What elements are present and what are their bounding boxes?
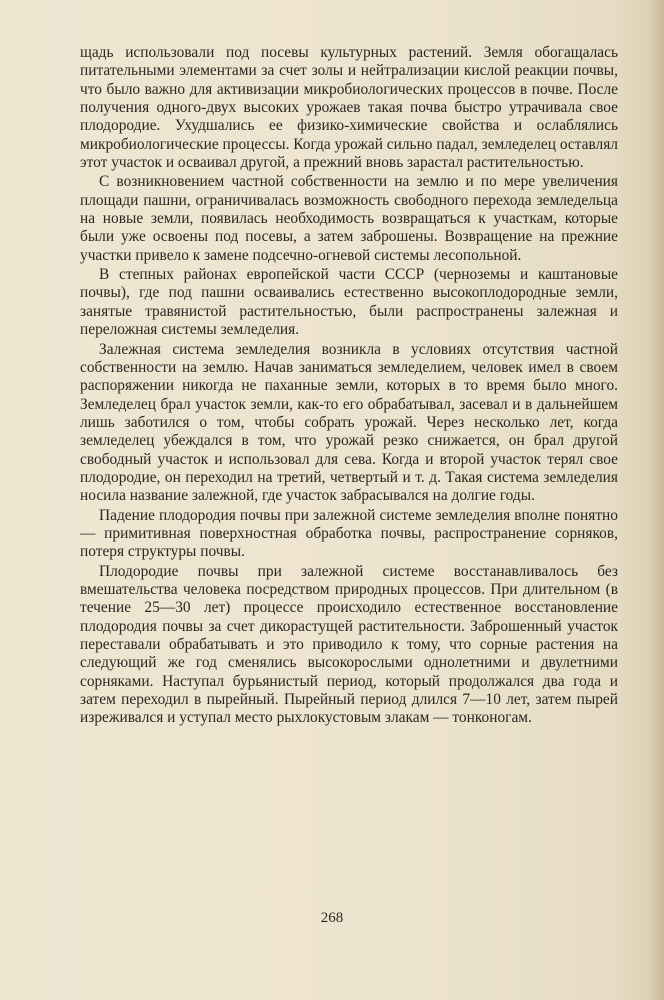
- paragraph-5: Падение плодородия почвы при залежной системе земледелия вполне понятно — примитивная поверхностная обработка почвы, распространение сорняков, потеря структуры почвы.: [80, 506, 618, 561]
- page-edge-shadow: [650, 0, 664, 1000]
- paragraph-3: В степных районах европейской части СССР (черноземы и каштановые почвы), где под пашни осваивались естественно высокоплодородные земли, занятые травянистой растительностью, были распространены залежная и переложная системы земледелия.: [80, 266, 618, 339]
- paragraph-6: Плодородие почвы при залежной системе восстанавливалось без вмешательства человека посредством природных процессов. При длительном (в течение 25—30 лет) процессе происходило естественное восстановление плодородия почвы за счет дикорастущей растительности. Заброшенный участок переставали обрабатывать и это приводило к тому, что сорные растения на следующий же год сменялись высокорослыми однолетними и двулетними сорняками. Наступал бурьянистый период, который продолжался два года и затем переходил в пырейный. Пырейный период длился 7—10 лет, затем пырей изреживался и уступал место рыхлокустовым злакам — тонконогам.: [80, 562, 618, 727]
- page-number: 268: [320, 910, 344, 926]
- paragraph-1: щадь использовали под посевы культурных растений. Земля обогащалась питательными элементами за счет золы и нейтрализации кислой реакции почвы, что было важно для активизации микробиологических процессов в почве. После получения одного-двух высоких урожаев такая почва быстро утрачивала свое плодородие. Ухудшались ее физико-химические свойства и ослаблялись микробиологические процессы. Когда урожай сильно падал, земледелец оставлял этот участок и осваивал другой, а прежний вновь зарастал растительностью.: [80, 44, 618, 172]
- paragraph-2: С возникновением частной собственности на землю и по мере увеличения площади пашни, ограничивалась возможность свободного перехода земледельца на новые земли, появилась необходимость возвращаться к участкам, которые были уже освоены под посевы, а затем заброшены. Возвращение на прежние участки привело к замене подсечно-огневой системы лесопольной.: [80, 173, 618, 264]
- body-text: [80, 44, 618, 729]
- paragraph-4: Залежная система земледелия возникла в условиях отсутствия частной собственности на землю. Начав заниматься земледелием, человек имел в своем распоряжении никогда не паханные земли, которых в то время было много. Земледелец брал участок земли, как-то его обрабатывал, засевал и в дальнейшем лишь заботился о том, чтобы собрать урожай. Через несколько лет, когда земледелец убеждался в том, что урожай резко снижается, он брал другой свободный участок и использовал для сева. Когда и второй участок терял свое плодородие, он переходил на третий, четвертый и т. д. Такая система земледелия носила название залежной, где участок забрасывался на долгие годы.: [80, 340, 618, 505]
